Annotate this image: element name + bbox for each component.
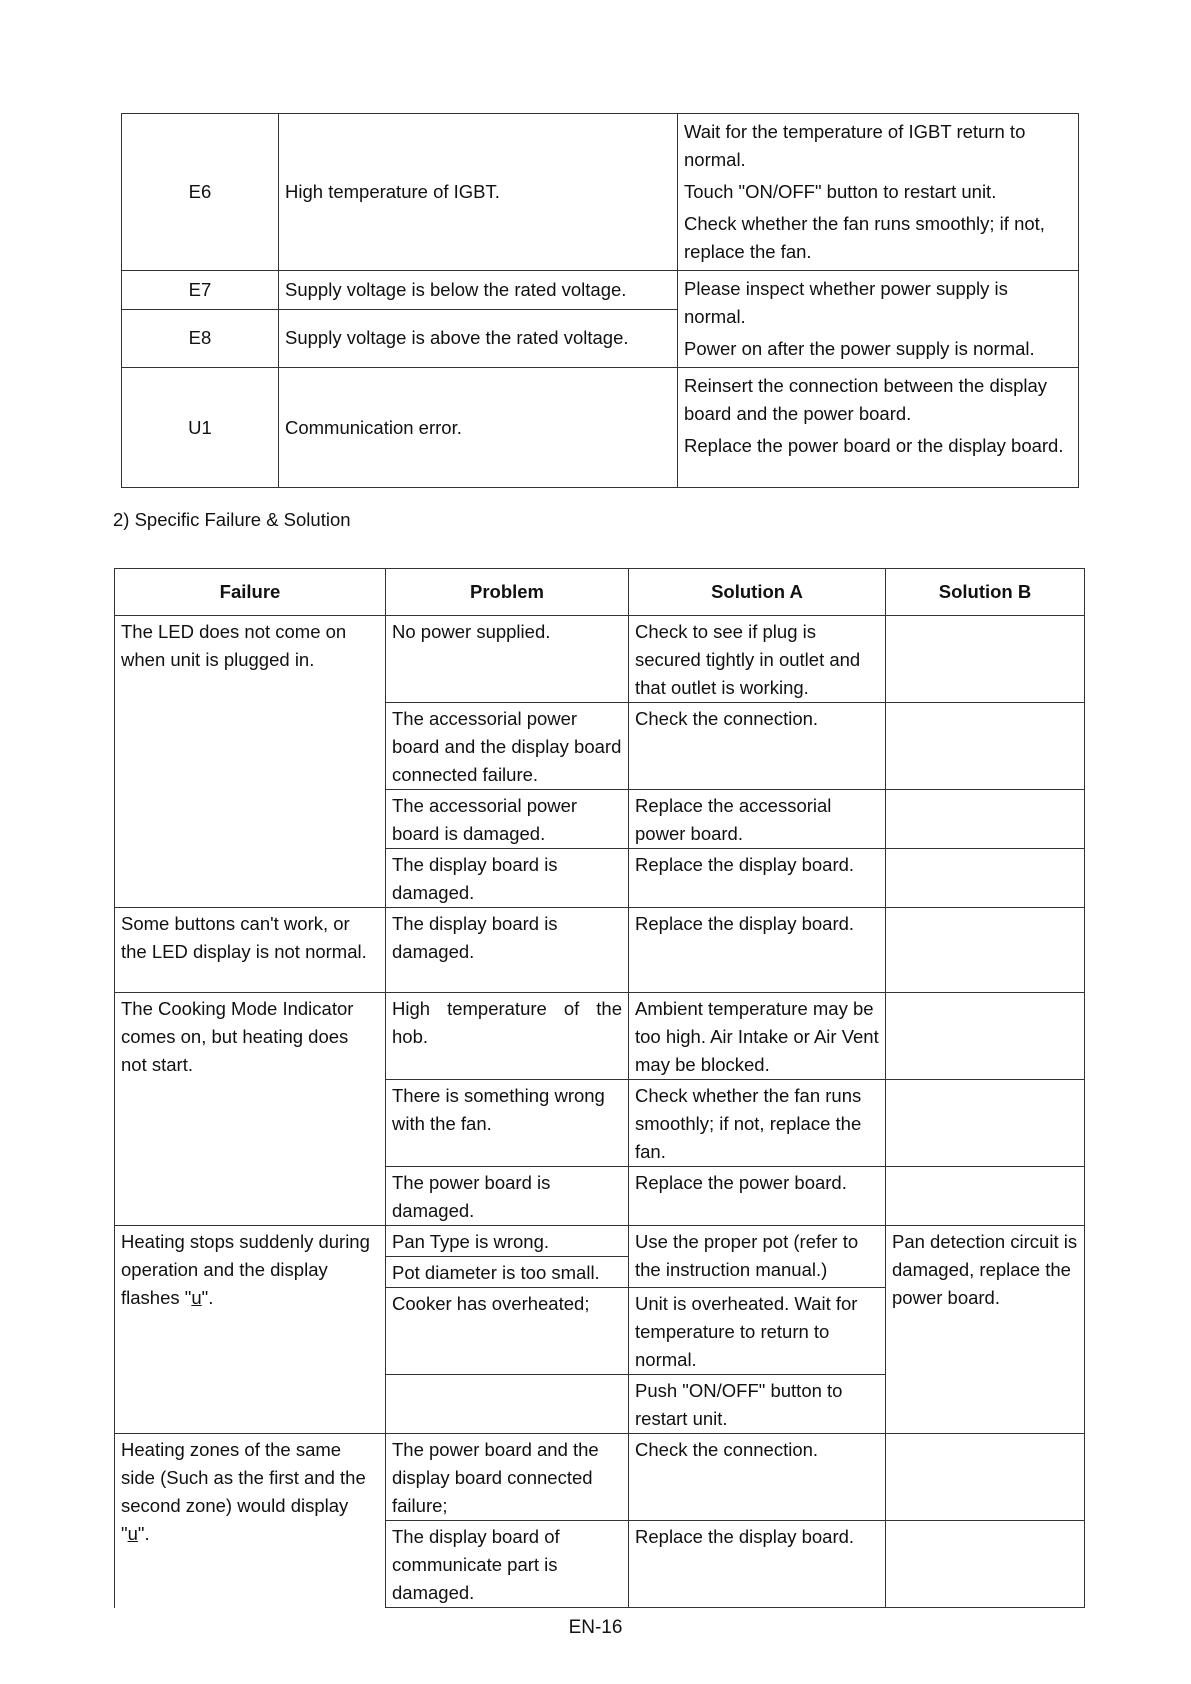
problem-cell: The power board is damaged.	[386, 1167, 629, 1226]
solution-line: Replace the power board or the display board.	[684, 435, 1064, 456]
problem-cell: The accessorial power board is damaged.	[386, 790, 629, 849]
failure-solution-table	[114, 568, 1085, 1608]
solution-b-cell	[886, 849, 1085, 908]
solution-line: Check whether the fan runs smoothly; if not, replace the fan.	[684, 213, 1045, 262]
solution-b-cell	[886, 1080, 1085, 1167]
failure-text: ".	[137, 1523, 150, 1544]
solution-a-cell: Use the proper pot (refer to the instruction manual.)	[629, 1226, 886, 1288]
solution-a-cell: Replace the power board.	[629, 1167, 886, 1226]
solution-line: Touch "ON/OFF" button to restart unit.	[684, 181, 997, 202]
solution-a-cell: Unit is overheated. Wait for temperature to return to normal.	[629, 1288, 886, 1375]
solution-a-cell: Ambient temperature may be too high. Air Intake or Air Vent may be blocked.	[629, 993, 886, 1080]
error-solution	[678, 271, 1079, 368]
display-symbol: u	[191, 1287, 202, 1308]
error-code-table	[121, 113, 1079, 488]
solution-b-cell	[886, 790, 1085, 849]
error-description: Communication error.	[279, 368, 678, 488]
solution-b-cell	[886, 993, 1085, 1080]
solution-a-cell: Replace the display board.	[629, 1521, 886, 1608]
problem-cell: The power board and the display board connected failure;	[386, 1434, 629, 1521]
problem-cell: High temperature of the hob.	[386, 993, 629, 1080]
error-description: Supply voltage is below the rated voltage.	[279, 271, 678, 310]
solution-line: Power on after the power supply is normal.	[684, 338, 1035, 359]
section-heading: 2) Specific Failure & Solution	[113, 509, 351, 530]
column-header: Problem	[386, 569, 629, 616]
column-header: Solution B	[886, 569, 1085, 616]
problem-cell: No power supplied.	[386, 616, 629, 703]
solution-a-cell: Check whether the fan runs smoothly; if not, replace the fan.	[629, 1080, 886, 1167]
solution-line: Please inspect whether power supply is normal.	[684, 278, 1008, 327]
solution-a-cell: Check to see if plug is secured tightly in outlet and that outlet is working.	[629, 616, 886, 703]
solution-a-cell: Check the connection.	[629, 703, 886, 790]
solution-b-cell	[886, 1434, 1085, 1521]
failure-text: ".	[201, 1287, 214, 1308]
error-code: E7	[122, 271, 279, 310]
table-header-row	[115, 569, 1085, 616]
problem-cell: The display board of communicate part is damaged.	[386, 1521, 629, 1608]
error-code: E6	[122, 114, 279, 271]
solution-b-cell	[886, 616, 1085, 703]
failure-cell	[115, 1226, 386, 1434]
failure-cell: The LED does not come on when unit is plugged in.	[115, 616, 386, 908]
solution-b-cell: Pan detection circuit is damaged, replace the power board.	[886, 1226, 1085, 1434]
table-row	[115, 993, 1085, 1080]
solution-b-cell	[886, 703, 1085, 790]
display-symbol: u	[127, 1523, 138, 1544]
problem-cell	[386, 1375, 629, 1434]
solution-b-cell	[886, 1521, 1085, 1608]
error-solution	[678, 114, 1079, 271]
failure-cell	[115, 1434, 386, 1608]
error-description: Supply voltage is above the rated voltage.	[279, 309, 678, 367]
problem-cell: Cooker has overheated;	[386, 1288, 629, 1375]
solution-a-cell: Push "ON/OFF" button to restart unit.	[629, 1375, 886, 1434]
solution-b-cell	[886, 1167, 1085, 1226]
problem-cell: The accessorial power board and the display board connected failure.	[386, 703, 629, 790]
problem-cell: The display board is damaged.	[386, 849, 629, 908]
column-header: Failure	[115, 569, 386, 616]
failure-cell: Some buttons can't work, or the LED display is not normal.	[115, 908, 386, 993]
table-row	[115, 908, 1085, 993]
solution-a-cell: Replace the display board.	[629, 908, 886, 993]
error-code: U1	[122, 368, 279, 488]
error-row-e7	[122, 271, 1079, 310]
solution-line: Wait for the temperature of IGBT return to normal.	[684, 121, 1026, 170]
error-row-u1	[122, 368, 1079, 488]
table-row	[115, 1226, 1085, 1257]
problem-cell: The display board is damaged.	[386, 908, 629, 993]
column-header: Solution A	[629, 569, 886, 616]
table-row	[115, 616, 1085, 703]
solution-a-cell: Check the connection.	[629, 1434, 886, 1521]
page-number: EN-16	[568, 1617, 623, 1638]
solution-a-cell: Replace the display board.	[629, 849, 886, 908]
error-code: E8	[122, 309, 279, 367]
error-row-e6	[122, 114, 1079, 271]
problem-cell: Pan Type is wrong.	[386, 1226, 629, 1257]
problem-cell: Pot diameter is too small.	[386, 1257, 629, 1288]
solution-b-cell	[886, 908, 1085, 993]
failure-text: Heating zones of the same side (Such as the first and the second zone) would display "	[121, 1439, 366, 1544]
error-description: High temperature of IGBT.	[279, 114, 678, 271]
error-solution	[678, 368, 1079, 488]
failure-cell: The Cooking Mode Indicator comes on, but heating does not start.	[115, 993, 386, 1226]
problem-cell: There is something wrong with the fan.	[386, 1080, 629, 1167]
table-row	[115, 1434, 1085, 1521]
failure-text: Heating stops suddenly during operation and the display flashes "	[121, 1231, 370, 1308]
solution-line: Reinsert the connection between the display board and the power board.	[684, 375, 1048, 424]
solution-a-cell: Replace the accessorial power board.	[629, 790, 886, 849]
